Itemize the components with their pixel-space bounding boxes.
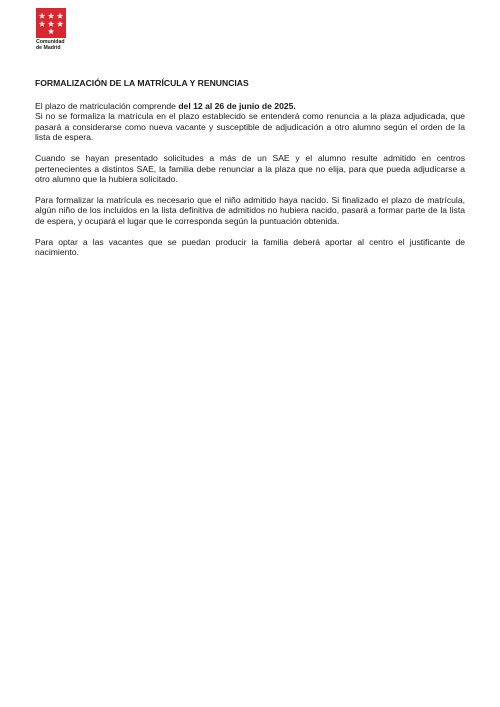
enrollment-period-lead: El plazo de matriculación comprende bbox=[35, 100, 179, 111]
multiple-sae-paragraph: Cuando se hayan presentado solicitudes a más de un SAE y el alumno resulte admitido en centros pertenecientes a distintos SAE, la familia debe renunciar a la plaza que no elija, para que pueda adjudicarse a otro alumno que la hubiera solicitado. bbox=[35, 152, 465, 185]
document-body bbox=[35, 78, 465, 268]
section-heading: FORMALIZACIÓN DE LA MATRÍCULA Y RENUNCIAS bbox=[35, 78, 249, 88]
madrid-flag-icon bbox=[36, 8, 66, 38]
birth-requirement-paragraph: Para formalizar la matrícula es necesario que el niño admitido haya nacido. Si finalizado el plazo de matrícula, algún niño de los incluidos en la lista definitiva de admitidos no hubiera nacido, pasará a formar parte de la lista de espera, y ocupará el lugar que le corresponda según la puntuación obtenida. bbox=[35, 194, 465, 226]
comunidad-de-madrid-logo bbox=[36, 8, 68, 51]
renunciation-paragraph: Si no se formaliza la matrícula en el plazo establecido se entenderá como renuncia a la plaza adjudicada, que pasará a considerarse como nueva vacante y susceptible de adjudicación a otro alumno según el orden de la lista de espera. bbox=[35, 111, 465, 143]
logo-line-2: de Madrid bbox=[36, 44, 61, 51]
logo-line-1: Comunidad bbox=[36, 39, 65, 45]
enrollment-period-paragraph bbox=[35, 101, 465, 112]
birth-certificate-paragraph: Para optar a las vacantes que se puedan producir la familia deberá aportar al centro el justificante de nacimiento. bbox=[35, 236, 465, 258]
logo-text bbox=[36, 40, 68, 51]
enrollment-dates: del 12 al 26 de junio de 2025. bbox=[178, 100, 296, 111]
